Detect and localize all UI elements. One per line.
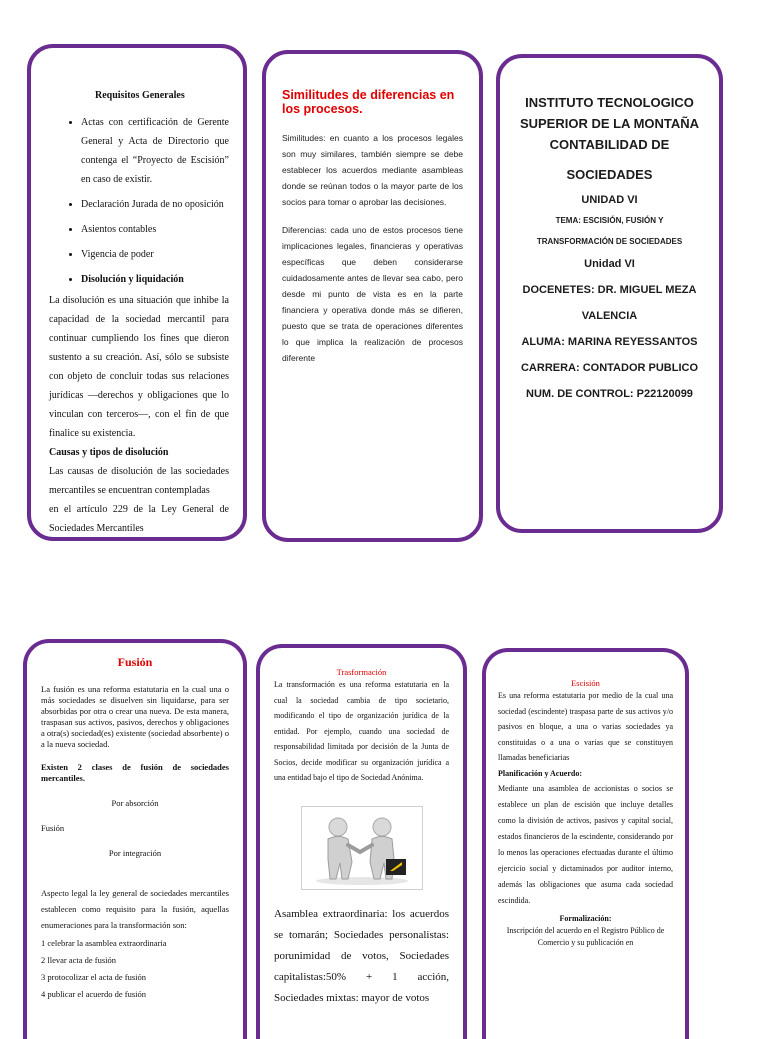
- fusion-step: 1 celebrar la asamblea extraordinaria: [41, 938, 167, 948]
- unit-label: UNIDAD VI: [581, 194, 638, 206]
- topic-line-2: TRANSFORMACIÓN DE SOCIEDADES: [536, 237, 683, 246]
- formalizacion-heading: Formalización:: [559, 914, 612, 923]
- subject-title: SOCIEDADES: [566, 167, 653, 182]
- list-item: • Vigencia de poder: [81, 245, 229, 264]
- planificacion-paragraph: Mediante una asamblea de accionistas o socios se establece un plan de escisión que incluye detalles como la división de activos, pasivos y capital social, estados financieros de la escindente, considerando por lo menos las operaciones efectuadas durante el último ejercicio social y dictaminados por auditor interno, además las obligaciones que asuma cada sociedad escindida.: [498, 784, 673, 905]
- panel-transformacion: [256, 644, 467, 1039]
- unit-label-2: Unidad VI: [584, 258, 635, 270]
- disolucion-paragraph: La disolución es una situación que inhibe la capacidad de la sociedad mercantil para continuar cumpliendo los fines que dieron sustento a su creación. Así, sólo se subsiste con objeto de concluir todas sus relaciones jurídicas —derechos y obligaciones que lo vinculan con terceros—, con el fin de que finalice su existencia.: [49, 295, 229, 439]
- fusion-label: Fusión: [41, 823, 65, 833]
- causas-paragraph: Las causas de disolución de las sociedades mercantiles se encuentran contempladas: [49, 466, 229, 496]
- panel-requisitos: [27, 44, 247, 541]
- requisitos-list: [49, 113, 229, 289]
- requisitos-heading: Requisitos Generales: [95, 90, 185, 101]
- panel-similitudes: [262, 50, 483, 542]
- similitudes-paragraph: Similitudes: en cuanto a los procesos legales son muy similares, también siempre se debe establecer los acuerdos mediante asambleas donde se reúnan todos o la mayor parte de los socios para tomar o aprobar las decisiones.: [282, 133, 463, 207]
- institute-title: INSTITUTO TECNOLOGICO SUPERIOR DE LA MONTAÑA CONTABILIDAD DE: [519, 95, 700, 152]
- fusion-step: 2 llevar acta de fusión: [41, 955, 117, 965]
- transformacion-paragraph: La transformación es una reforma estatutaria en la cual la sociedad cambia de tipo societario, modificando el tipo de organización jurídica de la entidad. Por ejemplo, cuando una sociedad de responsabilidad limitada por decisión de la Junta de Socios, decide modificar su organización jurídica a una entidad bajo el tipo de Sociedad Anónima.: [274, 680, 449, 782]
- list-item: • Asientos contables: [81, 220, 229, 239]
- fusion-paragraph: La fusión es una reforma estatutaria en la cual una o más sociedades se disuelven sin liquidarse, para ser absorbidas por otra o crear una nueva. De esta manera, traspasan sus activos, pasivos, derechos y obligaciones a otra(s) sociedad(es) existente (sociedad absorbente) o a la nueva sociedad.: [41, 684, 229, 749]
- topic-line-1: TEMA: ESCISIÓN, FUSIÓN Y: [555, 216, 664, 225]
- student-line: ALUMA: MARINA REYESSANTOS: [521, 336, 698, 348]
- formalizacion-paragraph: Inscripción del acuerdo en el Registro Público de Comercio y su publicación en: [506, 926, 665, 947]
- escision-paragraph: Es una reforma estatutaria por medio de la cual una sociedad (escindente) traspasa parte de sus activos y/o pasivos en bloque, a una o varias sociedades ya constituidas o a una o varias que se constituyen llamadas beneficiarias: [498, 691, 673, 762]
- transformacion-title: Trasformación: [336, 667, 387, 677]
- teacher-line-1: DOCENETES: DR. MIGUEL MEZA: [522, 284, 697, 296]
- asamblea-paragraph: Asamblea extraordinaria: los acuerdos se tomarán; Sociedades personalistas: porunimidad de votos, Sociedades capitalistas:50% + 1 acción, Sociedades mixtas: mayor de votos: [274, 907, 449, 1004]
- diferencias-paragraph: Diferencias: cada uno de estos procesos tiene implicaciones legales, financieras y operativas específicas que deben considerarse cuidadosamente antes de llevar sea cabo, pero desde mi punto de vista es en la parte financiera y operativa donde más se difieren, puesto que se trata de operaciones diferentes lo que implica la realización de procesos diferente: [282, 225, 463, 363]
- similitudes-title: Similitudes de diferencias en los procesos.: [282, 88, 455, 116]
- teacher-line-2: VALENCIA: [581, 310, 638, 322]
- articulo-paragraph: en el artículo 229 de la Ley General de Sociedades Mercantiles: [49, 504, 229, 534]
- list-item: • Disolución y liquidación: [81, 270, 229, 289]
- integracion-label: Por integración: [108, 848, 162, 858]
- fusion-step: 3 protocolizar el acta de fusión: [41, 972, 147, 982]
- causas-heading: Causas y tipos de disolución: [49, 447, 169, 458]
- clases-heading: Existen 2 clases de fusión de sociedades mercantiles.: [41, 762, 229, 783]
- panel-portada: [496, 54, 723, 533]
- handshake-image: [301, 806, 423, 890]
- panel-escision: [482, 648, 689, 1039]
- panel-fusion: [23, 639, 247, 1039]
- list-item: • Actas con certificación de Gerente General y Acta de Directorio que contenga el “Proyecto de Escisión” en caso de existir.: [81, 113, 229, 189]
- handshake-icon: [302, 807, 422, 889]
- list-item: • Declaración Jurada de no oposición: [81, 195, 229, 214]
- escision-title: Escisión: [571, 678, 600, 688]
- aspecto-legal-paragraph: Aspecto legal la ley general de sociedades mercantiles establecen como requisito para la fusión, aquellas enumeraciones para la transformación son:: [41, 888, 229, 930]
- fusion-step: 4 publicar el acuerdo de fusión: [41, 989, 147, 999]
- control-number: NUM. DE CONTROL: P22120099: [526, 388, 693, 400]
- fusion-title: Fusión: [117, 655, 153, 669]
- absorcion-label: Por absorción: [111, 798, 159, 808]
- career-line: CARRERA: CONTADOR PUBLICO: [520, 362, 698, 374]
- planificacion-heading: Planificación y Acuerdo:: [498, 768, 582, 778]
